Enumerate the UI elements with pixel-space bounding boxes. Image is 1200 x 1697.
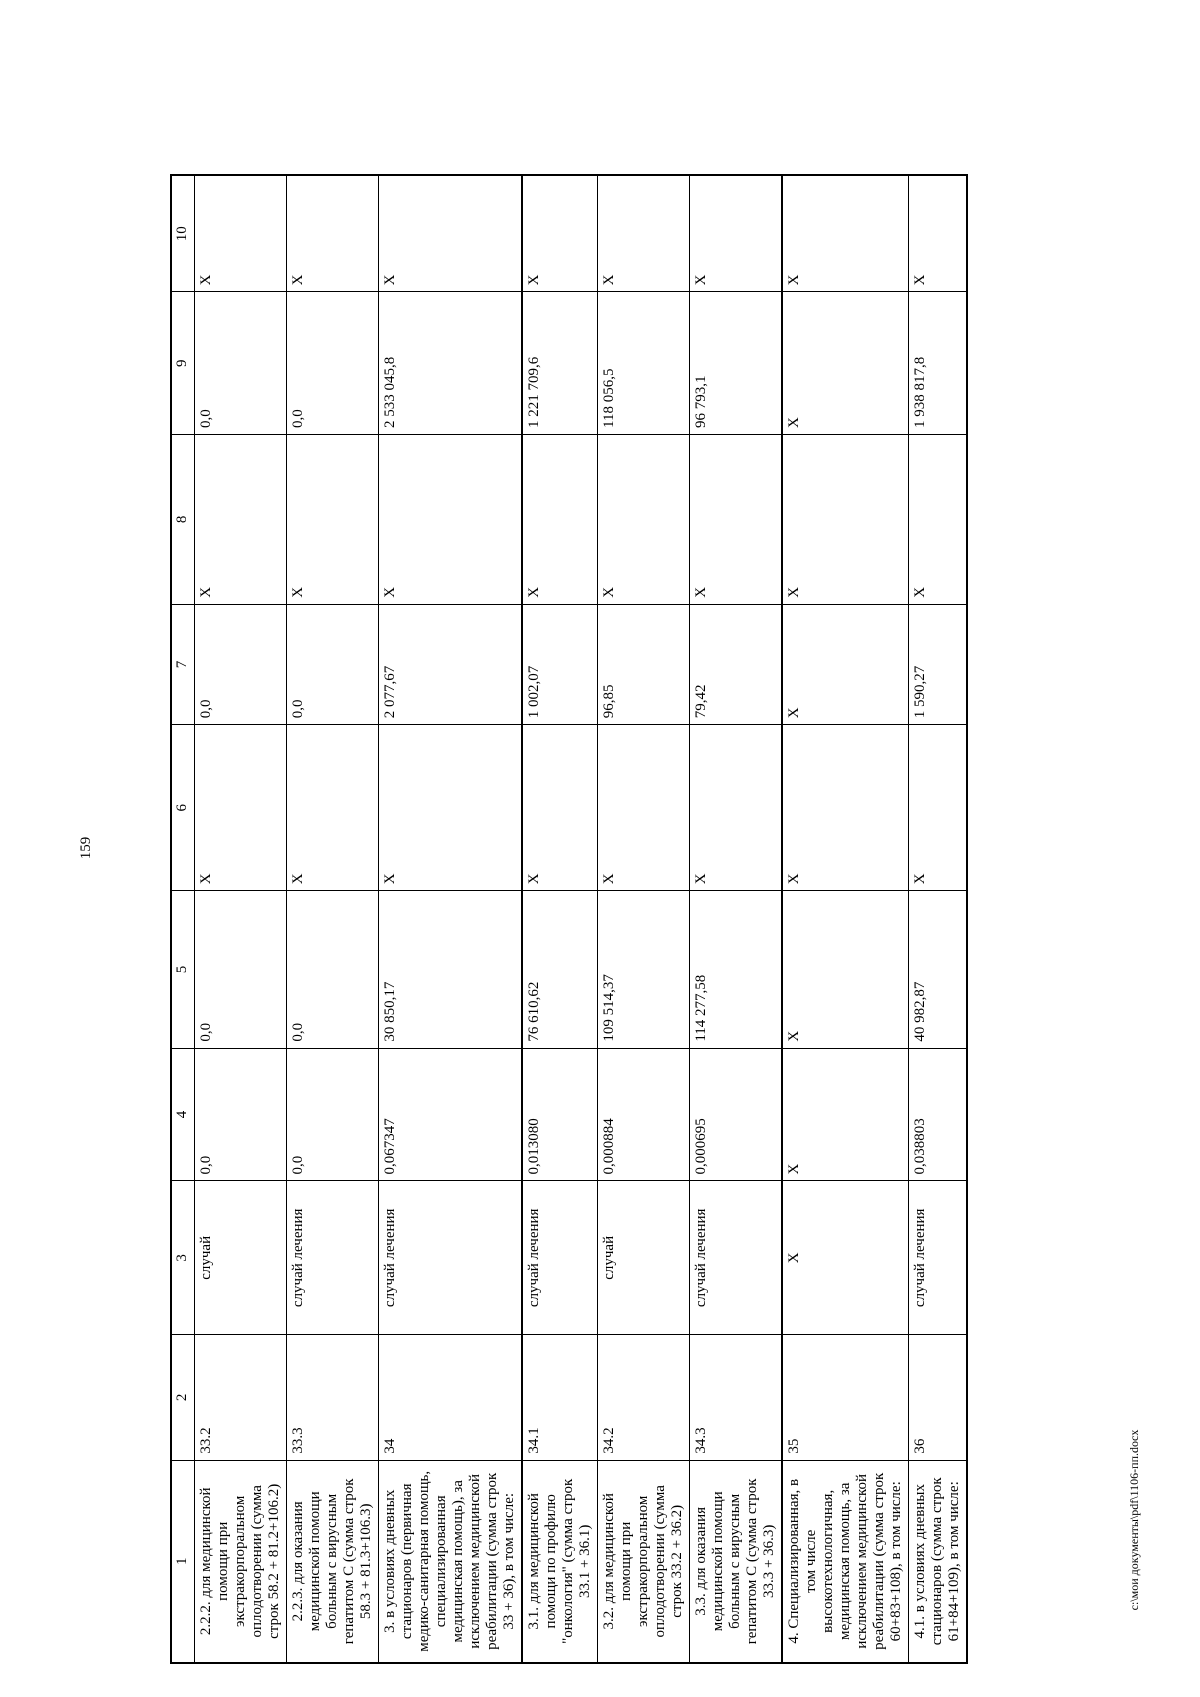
header-col-6: 6	[171, 725, 195, 891]
row-unit: случай лечения	[287, 1181, 379, 1335]
row-col-6: Х	[598, 725, 690, 891]
table-row	[909, 175, 968, 1663]
row-col-9: 2 533 045,8	[379, 292, 523, 435]
row-col-8: Х	[782, 435, 909, 605]
header-col-1: 1	[171, 1460, 195, 1663]
row-unit: случай лечения	[909, 1181, 968, 1335]
row-col-8: Х	[195, 435, 287, 605]
row-col-8: Х	[909, 435, 968, 605]
header-col-10: 10	[171, 175, 195, 292]
row-code: 34.2	[598, 1335, 690, 1460]
row-col-10: Х	[379, 175, 523, 292]
row-col-7: 0,0	[195, 604, 287, 725]
row-col-10: Х	[909, 175, 968, 292]
row-col-8: Х	[690, 435, 783, 605]
row-col-4: 0,0	[287, 1048, 379, 1181]
row-col-8: Х	[379, 435, 523, 605]
row-unit: Х	[782, 1181, 909, 1335]
row-col-6: Х	[195, 725, 287, 891]
row-description: 4. Специализированная, в том числе высокотехнологичная, медицинская помощь, за исключением медицинской реабилитации (сумма строк 60+83+108), в том числе:	[782, 1460, 909, 1663]
header-col-8: 8	[171, 435, 195, 605]
header-col-7: 7	[171, 604, 195, 725]
row-col-8: Х	[598, 435, 690, 605]
row-description: 3. в условиях дневных стационаров (первичная медико-санитарная помощь, специализированная медицинская помощь), за исключением медицинской реабилитации (сумма строк 33 + 36), в том числе:	[379, 1460, 523, 1663]
row-col-5: 114 277,58	[690, 891, 783, 1048]
row-col-7: 1 590,27	[909, 604, 968, 725]
row-description: 3.1. для медицинской помощи по профилю "онкология" (сумма строк 33.1 + 36.1)	[522, 1460, 598, 1663]
row-col-4: 0,0	[195, 1048, 287, 1181]
row-unit: случай лечения	[690, 1181, 783, 1335]
row-col-9: 96 793,1	[690, 292, 783, 435]
header-col-4: 4	[171, 1048, 195, 1181]
row-col-8: Х	[287, 435, 379, 605]
table-row	[522, 175, 598, 1663]
row-col-4: Х	[782, 1048, 909, 1181]
row-col-10: Х	[522, 175, 598, 292]
row-col-10: Х	[782, 175, 909, 292]
row-code: 34	[379, 1335, 523, 1460]
table-row	[195, 175, 287, 1663]
row-col-5: 76 610,62	[522, 891, 598, 1048]
row-code: 33.3	[287, 1335, 379, 1460]
rotated-table-container	[170, 174, 962, 1664]
row-description: 3.3. для оказания медицинской помощи больным с вирусным гепатитом С (сумма строк 33.3 + 36.3)	[690, 1460, 783, 1663]
row-col-7: Х	[782, 604, 909, 725]
row-col-10: Х	[287, 175, 379, 292]
header-col-3: 3	[171, 1181, 195, 1335]
row-col-10: Х	[195, 175, 287, 292]
row-col-5: 0,0	[287, 891, 379, 1048]
row-col-6: Х	[287, 725, 379, 891]
row-code: 33.2	[195, 1335, 287, 1460]
row-unit: случай лечения	[379, 1181, 523, 1335]
row-col-6: Х	[690, 725, 783, 891]
row-col-8: Х	[522, 435, 598, 605]
row-col-4: 0,067347	[379, 1048, 523, 1181]
data-table	[170, 174, 968, 1664]
row-col-5: 109 514,37	[598, 891, 690, 1048]
table-row	[782, 175, 909, 1663]
row-col-6: Х	[379, 725, 523, 891]
footer-file-path: c:\мои документы\pdf\1106-пп.docx	[1127, 1429, 1141, 1611]
row-col-5: 40 982,87	[909, 891, 968, 1048]
row-unit: случай	[195, 1181, 287, 1335]
row-col-7: 0,0	[287, 604, 379, 725]
row-col-5: Х	[782, 891, 909, 1048]
row-description: 2.2.3. для оказания медицинской помощи больным с вирусным гепатитом С (сумма строк 58.3 + 81.3+106.3)	[287, 1460, 379, 1663]
row-col-4: 0,013080	[522, 1048, 598, 1181]
row-code: 35	[782, 1335, 909, 1460]
table-row	[690, 175, 783, 1663]
row-col-4: 0,000695	[690, 1048, 783, 1181]
header-col-9: 9	[171, 292, 195, 435]
page-number: 159	[78, 836, 94, 860]
row-col-9: 0,0	[287, 292, 379, 435]
row-description: 2.2.2. для медицинской помощи при экстракорпоральном оплодотворении (сумма строк 58.2 + 81.2+106.2)	[195, 1460, 287, 1663]
row-col-5: 0,0	[195, 891, 287, 1048]
row-code: 36	[909, 1335, 968, 1460]
row-col-7: 79,42	[690, 604, 783, 725]
row-code: 34.3	[690, 1335, 783, 1460]
header-row	[171, 175, 195, 1663]
row-col-6: Х	[909, 725, 968, 891]
row-col-6: Х	[782, 725, 909, 891]
table-row	[598, 175, 690, 1663]
row-unit: случай	[598, 1181, 690, 1335]
header-col-2: 2	[171, 1335, 195, 1460]
row-unit: случай лечения	[522, 1181, 598, 1335]
row-col-4: 0,000884	[598, 1048, 690, 1181]
row-col-5: 30 850,17	[379, 891, 523, 1048]
row-col-9: 118 056,5	[598, 292, 690, 435]
table-row	[379, 175, 523, 1663]
row-col-9: Х	[782, 292, 909, 435]
row-col-7: 2 077,67	[379, 604, 523, 725]
row-col-9: 0,0	[195, 292, 287, 435]
table-row	[287, 175, 379, 1663]
header-col-5: 5	[171, 891, 195, 1048]
row-description: 3.2. для медицинской помощи при экстракорпоральном оплодотворении (сумма строк 33.2 + 36.2)	[598, 1460, 690, 1663]
row-col-4: 0,038803	[909, 1048, 968, 1181]
row-description: 4.1. в условиях дневных стационаров (сумма строк 61+84+109), в том числе:	[909, 1460, 968, 1663]
row-col-7: 1 002,07	[522, 604, 598, 725]
row-col-9: 1 221 709,6	[522, 292, 598, 435]
row-col-6: Х	[522, 725, 598, 891]
row-col-10: Х	[690, 175, 783, 292]
row-col-9: 1 938 817,8	[909, 292, 968, 435]
row-code: 34.1	[522, 1335, 598, 1460]
row-col-7: 96,85	[598, 604, 690, 725]
row-col-10: Х	[598, 175, 690, 292]
